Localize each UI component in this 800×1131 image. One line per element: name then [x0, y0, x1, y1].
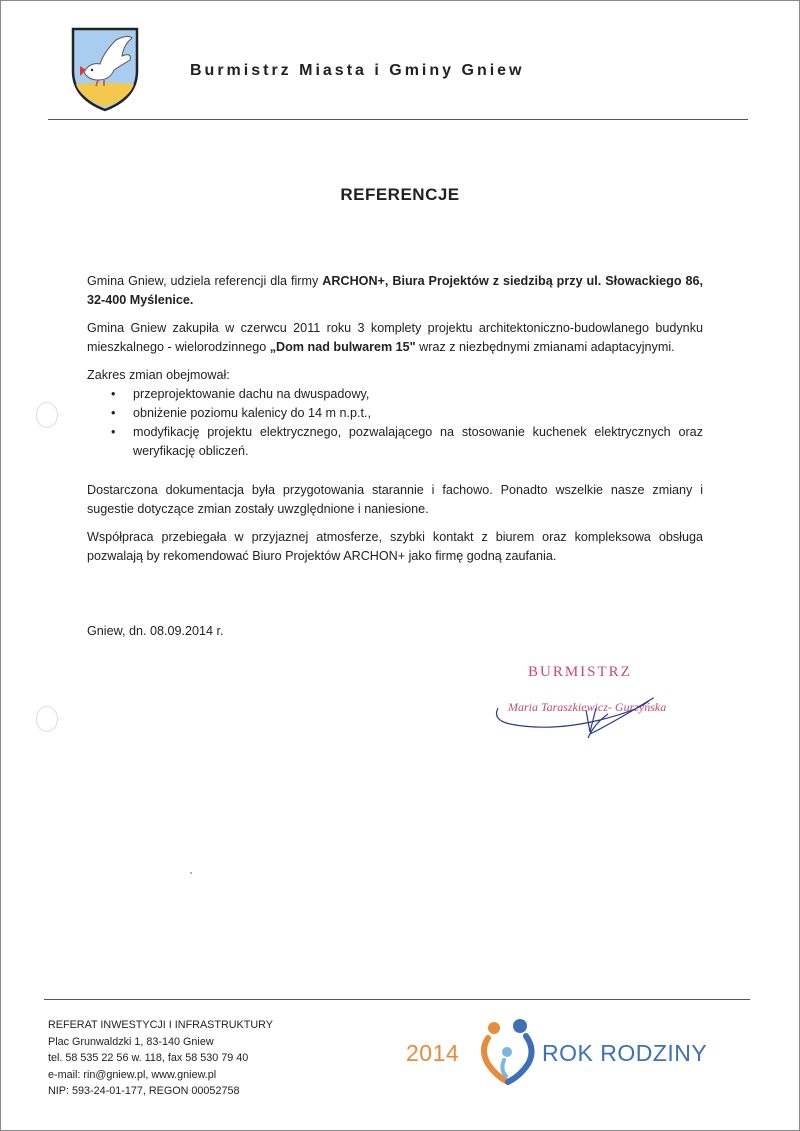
footer-email: e-mail: rin@gniew.pl, www.gniew.pl: [48, 1068, 217, 1081]
scan-speck: [190, 872, 192, 874]
family-heart-logo-icon: [480, 1016, 536, 1086]
header-divider: [48, 119, 748, 120]
footer-phone: tel. 58 535 22 56 w. 118, fax 58 530 79 40: [48, 1052, 249, 1064]
issuer-heading: Burmistrz Miasta i Gminy Gniew: [190, 62, 525, 79]
list-item-text: obniżenie poziomu kalenicy do 14 m n.p.t.,: [133, 406, 372, 420]
project-name: „Dom nad bulwarem 15": [269, 340, 416, 354]
paragraph-intro: [87, 272, 703, 310]
footer-address: Plac Grunwaldzki 1, 83-140 Gniew: [48, 1035, 214, 1048]
paragraph-quality: Dostarczona dokumentacja była przygotowania starannie i fachowo. Ponadto wszelkie nasze zmiany i sugestie dotyczące zmian zostały uwzględnione i naniesione.: [87, 483, 703, 516]
bullet-icon: •: [111, 387, 116, 401]
footer-department: REFERAT INWESTYCJI I INFRASTRUKTURY: [48, 1019, 273, 1031]
company-name: ARCHON+, Biura Projektów z siedzibą przy ul. Słowackiego 86, 32-400 Myślenice.: [87, 274, 703, 307]
list-item-text: modyfikację projektu elektrycznego, pozwalającego na stosowanie kuchenek elektrycznych oraz weryfikację obliczeń.: [133, 425, 703, 458]
stamp-title: BURMISTRZ: [528, 664, 632, 680]
campaign-year: 2014: [406, 1040, 460, 1066]
bullet-icon: •: [111, 425, 116, 439]
scope-list: [87, 385, 703, 461]
punch-hole-mark: [36, 706, 58, 732]
handwritten-signature: [490, 680, 690, 740]
document-title: REFERENCJE: [340, 185, 460, 204]
paragraph-purchase: [87, 319, 703, 357]
list-item: [87, 423, 703, 461]
footer-divider: [44, 999, 750, 1000]
list-item: [87, 385, 703, 404]
footer-registration: NIP: 593-24-01-177, REGON 00052758: [48, 1085, 240, 1097]
footer-contact: [48, 1017, 273, 1100]
paragraph-intro-text: Gmina Gniew, udziela referencji dla firmy: [87, 274, 323, 288]
paragraph-purchase-end: wraz z niezbędnymi zmianami adaptacyjnymi.: [415, 340, 675, 354]
paragraph-purchase-text: Gmina Gniew zakupiła w czerwcu 2011 roku 3 komplety projektu architektoniczno-budowlanego budynku mieszkalnego - wielorodzinnego: [87, 321, 703, 354]
bullet-icon: •: [111, 406, 116, 420]
coat-of-arms-dove-icon: [70, 26, 140, 112]
stamp-name: Maria Taraszkiewicz- Gurzyńska: [508, 700, 667, 714]
letter-body: [87, 272, 703, 575]
list-item-text: przeprojektowanie dachu na dwuspadowy,: [133, 387, 370, 401]
punch-hole-mark: [36, 402, 58, 428]
campaign-logo: [406, 1016, 751, 1088]
paragraph-cooperation: Współpraca przebiegała w przyjaznej atmosferze, szybki kontakt z biurem oraz kompleksowa obsługa pozwalają by rekomendować Biuro Projektów ARCHON+ jako firmę godną zaufania.: [87, 530, 703, 563]
list-item: [87, 404, 703, 423]
place-date: Gniew, dn. 08.09.2014 r.: [87, 624, 224, 638]
scope-intro: Zakres zmian obejmował:: [87, 368, 230, 382]
campaign-text: ROK RODZINY: [542, 1040, 708, 1066]
